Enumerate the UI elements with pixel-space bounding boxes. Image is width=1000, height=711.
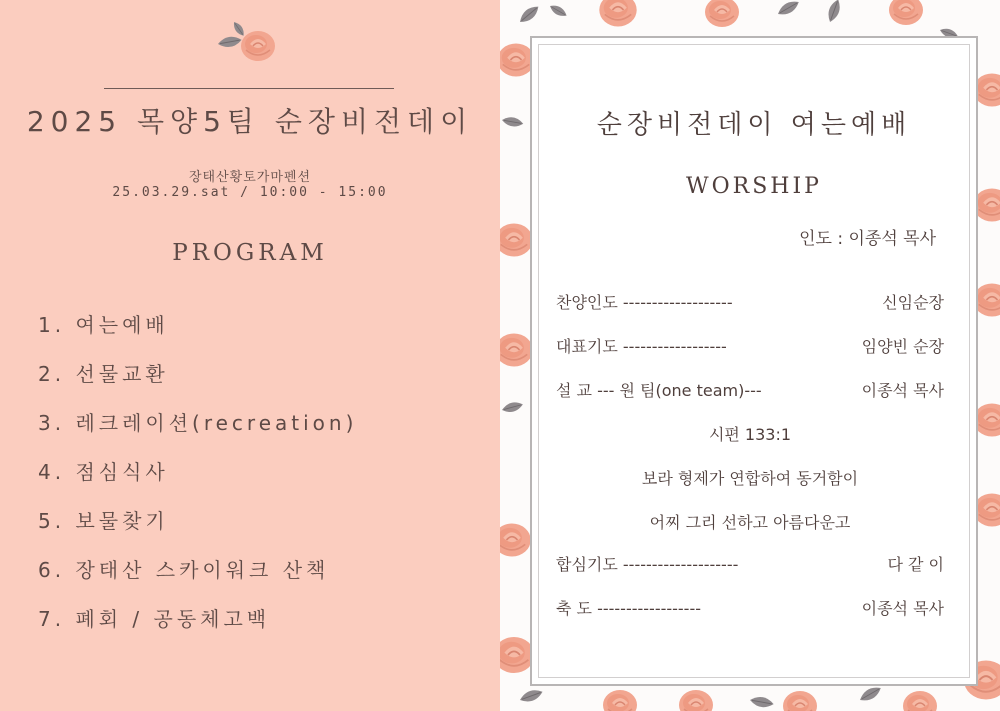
program-item: 3. 레크레이션(recreation) — [38, 411, 358, 435]
order-role: 찬양인도 ------------------- — [556, 293, 733, 312]
program-list — [38, 310, 357, 653]
scripture-line: 어찌 그리 선하고 아름다운고 — [649, 513, 851, 532]
order-row — [556, 378, 944, 401]
order-row — [556, 290, 944, 313]
order-role: 축 도 ------------------ — [556, 599, 702, 618]
worship-subheading: WORSHIP — [686, 174, 822, 199]
order-row — [556, 596, 944, 619]
worship-card — [530, 36, 978, 686]
venue-text: 장태산황토가마펜션 — [188, 170, 312, 185]
order-person: 임양빈 순장 — [861, 337, 944, 356]
program-item: 4. 점심식사 — [38, 460, 169, 484]
program-item: 5. 보물찾기 — [38, 509, 169, 533]
order-role: 설 교 --- 원 팀(one team)--- — [556, 381, 762, 400]
worship-leader: 인도 : 이종석 목사 — [799, 229, 936, 249]
rose-illustration-icon — [212, 14, 288, 70]
scripture-reference: 시편 133:1 — [708, 425, 792, 444]
order-person: 다 같 이 — [887, 555, 944, 574]
page-title: 2025 목양5팀 순장비전데이 — [26, 105, 474, 138]
datetime-text: 25.03.29.sat / 10:00 - 15:00 — [112, 185, 388, 200]
order-role: 합심기도 -------------------- — [556, 555, 739, 574]
program-heading: PROGRAM — [172, 240, 328, 266]
program-item: 1. 여는예배 — [38, 313, 169, 337]
scripture-line: 보라 형제가 연합하여 동거함이 — [641, 469, 859, 488]
order-person: 이종석 목사 — [861, 599, 944, 618]
worship-heading: 순장비전데이 여는예배 — [596, 110, 912, 140]
order-row — [556, 334, 944, 357]
order-person: 신임순장 — [882, 293, 944, 312]
program-item: 2. 선물교환 — [38, 362, 169, 386]
order-person: 이종석 목사 — [861, 381, 944, 400]
worship-panel — [500, 0, 1000, 711]
program-item: 7. 폐회 / 공동체고백 — [38, 607, 271, 631]
title-divider — [104, 88, 394, 89]
order-role: 대표기도 ------------------ — [556, 337, 727, 356]
program-item: 6. 장태산 스카이워크 산책 — [38, 558, 330, 582]
order-row — [556, 552, 944, 575]
